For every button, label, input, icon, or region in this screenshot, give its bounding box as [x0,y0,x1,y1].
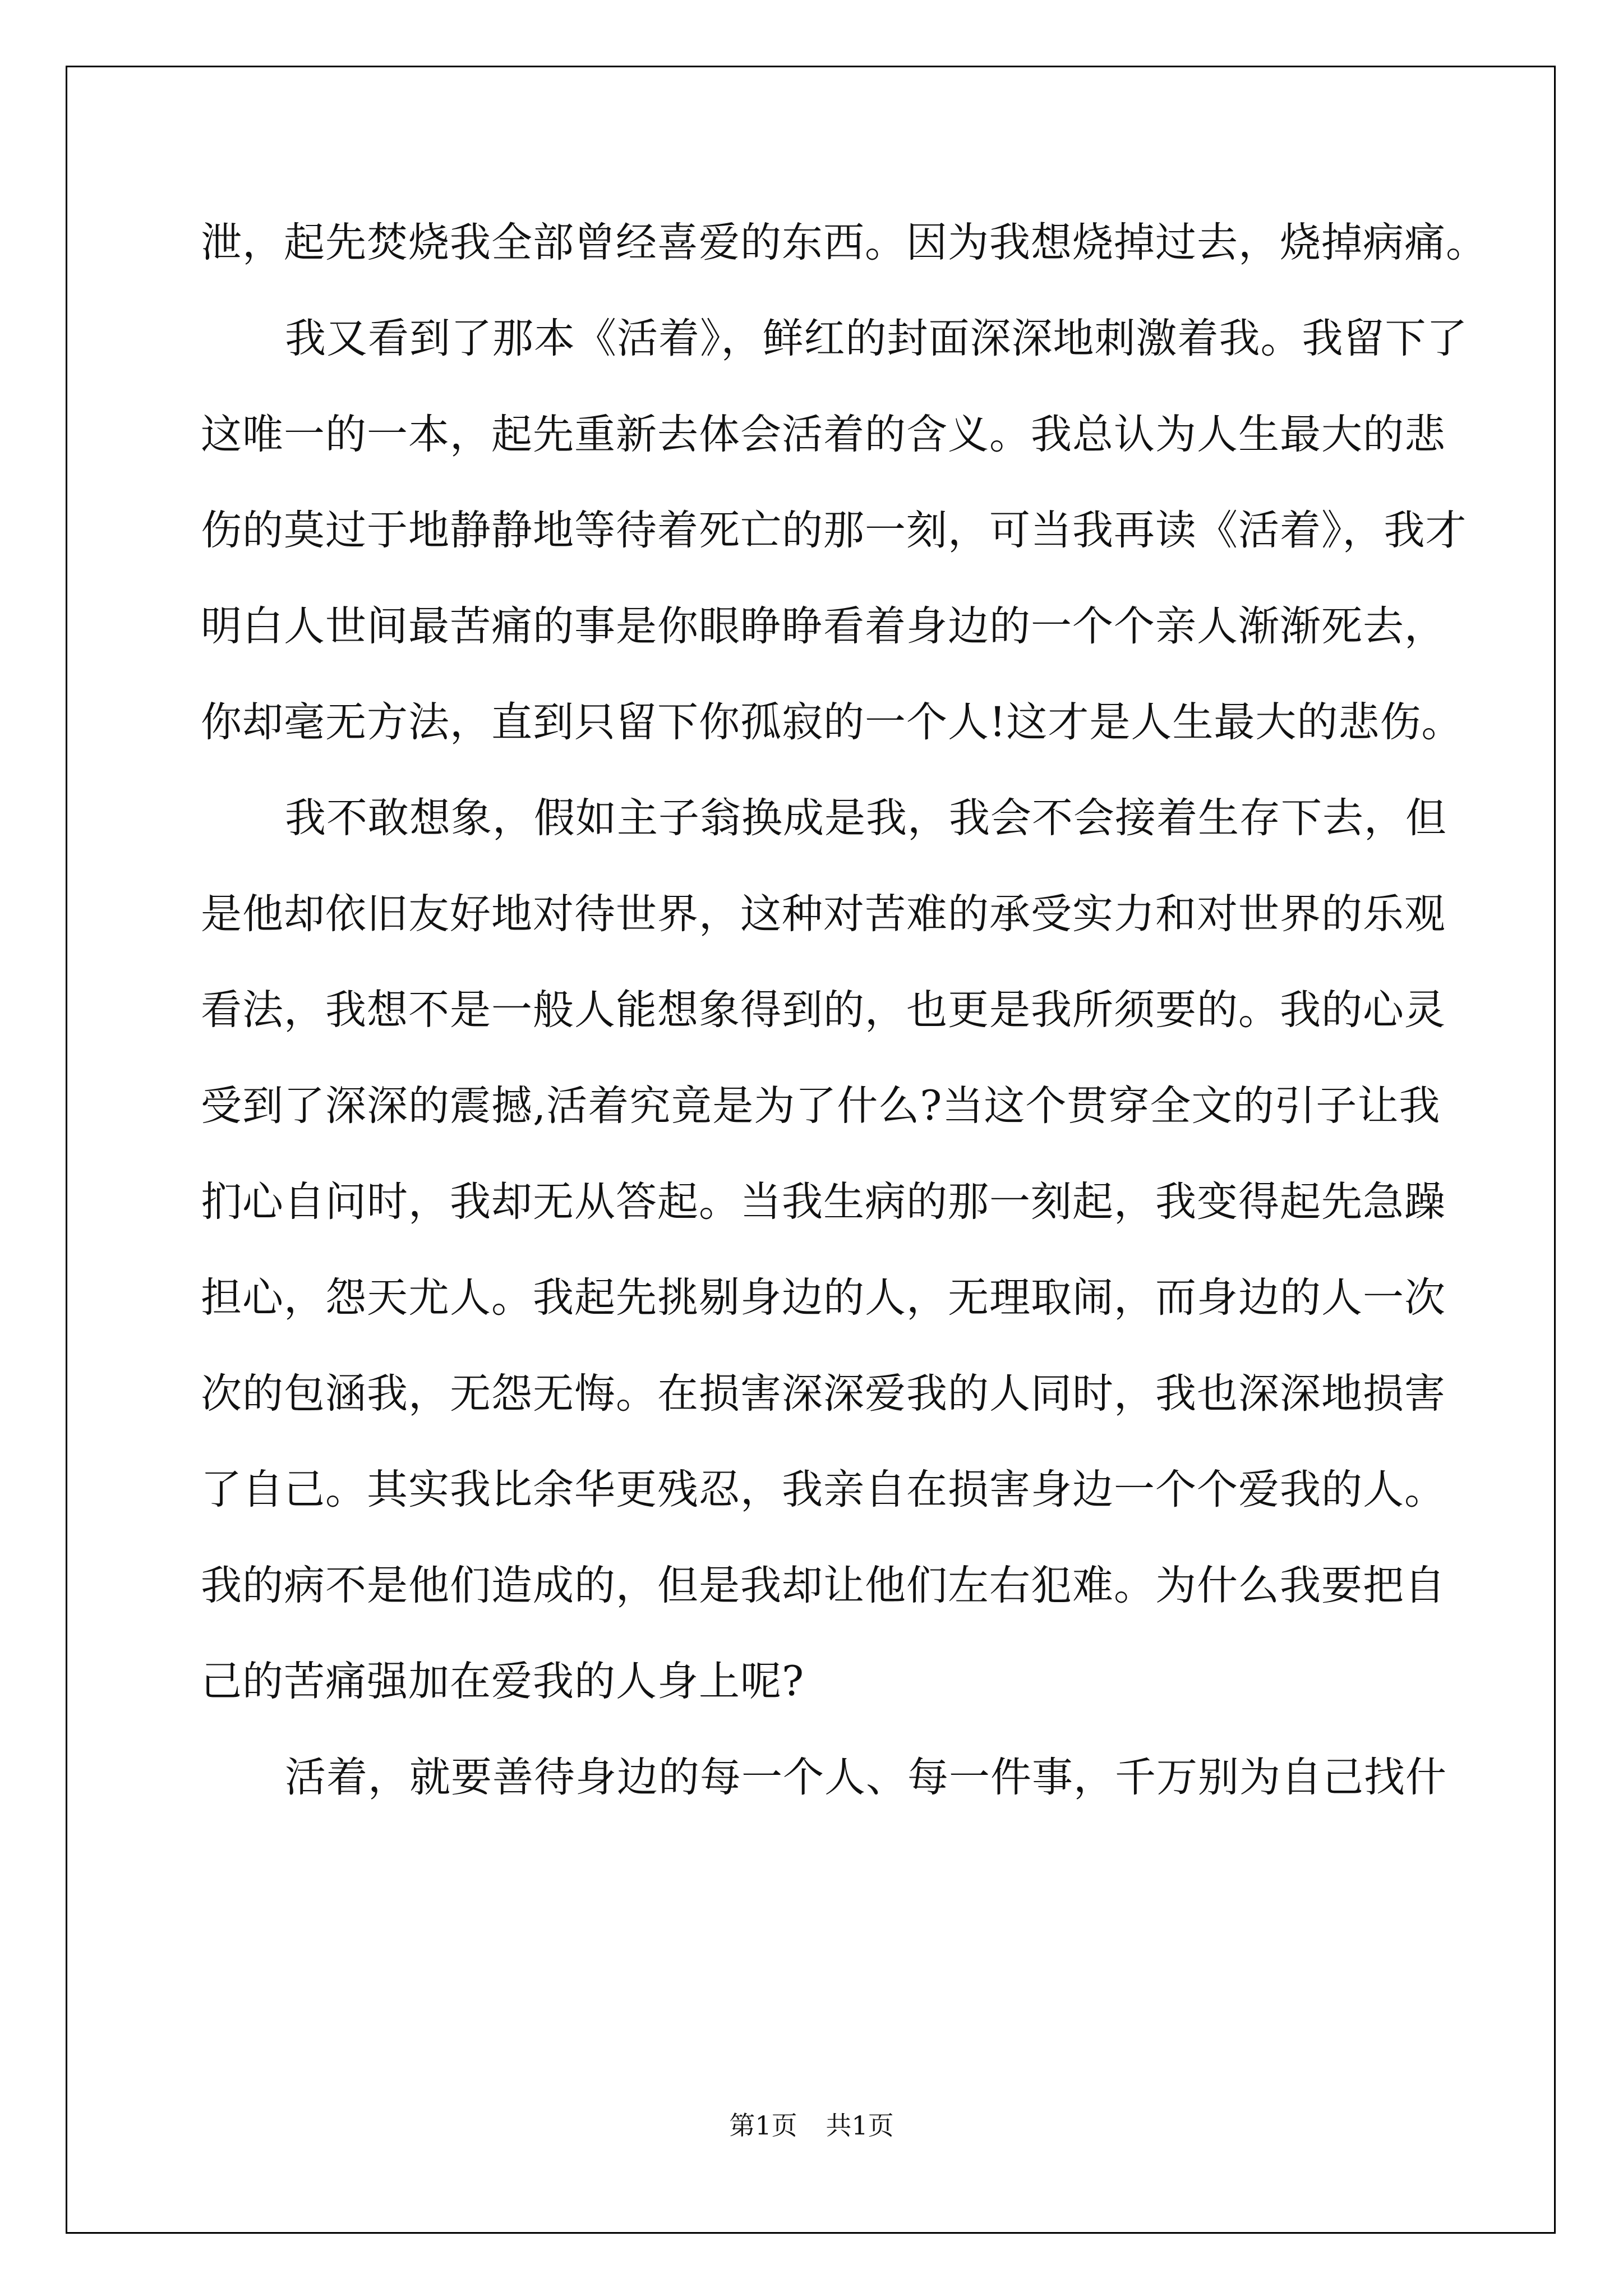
text-line: 看法，我想不是一般人能想象得到的，也更是我所须要的。我的心灵 [201,986,1446,1034]
text-line: 你却毫无方法，直到只留下你孤寂的一个人!这才是人生最大的悲伤。 [201,698,1463,746]
current-page-number: 第1页 [729,2110,797,2141]
document-body [201,195,1487,1825]
total-page-count: 共1页 [826,2110,894,2141]
text-line: 明白人世间最苦痛的事是你眼睁睁看着身边的一个个亲人渐渐死去， [201,602,1446,650]
text-line: 泄，起先焚烧我全部曾经喜爱的东西。因为我想烧掉过去，烧掉病痛。 [201,219,1487,266]
text-line: 己的苦痛强加在爱我的人身上呢? [201,1658,805,1705]
text-line: 了自己。其实我比余华更残忍，我亲自在损害身边一个个爱我的人。 [201,1466,1446,1513]
text-line: 扪心自问时，我却无从答起。当我生病的那一刻起，我变得起先急躁 [201,1178,1446,1226]
text-line: 我的病不是他们造成的，但是我却让他们左右犯难。为什么我要把自 [201,1562,1446,1609]
text-line: 是他却依旧友好地对待世界，这种对苦难的承受实力和对世界的乐观 [201,890,1446,938]
text-line: 伤的莫过于地静静地等待着死亡的那一刻，可当我再读《活着》，我才 [201,507,1467,554]
page-footer [0,2105,1623,2142]
text-line: 这唯一的一本，起先重新去体会活着的含义。我总认为人生最大的悲 [201,411,1446,458]
text-line: 受到了深深的震撼,活着究竟是为了什么?当这个贯穿全文的引子让我 [201,1082,1441,1130]
text-line: 活着，就要善待身边的每一个人、每一件事，千万别为自己找什 [285,1754,1447,1801]
text-line: 我又看到了那本《活着》，鲜红的封面深深地刺激着我。我留下了 [285,315,1468,362]
text-line: 次的包涵我，无怨无悔。在损害深深爱我的人同时，我也深深地损害 [201,1370,1446,1418]
text-line: 担心，怨天尤人。我起先挑剔身边的人，无理取闹，而身边的人一次 [201,1274,1446,1322]
text-line: 我不敢想象，假如主子翁换成是我，我会不会接着生存下去，但 [285,794,1447,842]
